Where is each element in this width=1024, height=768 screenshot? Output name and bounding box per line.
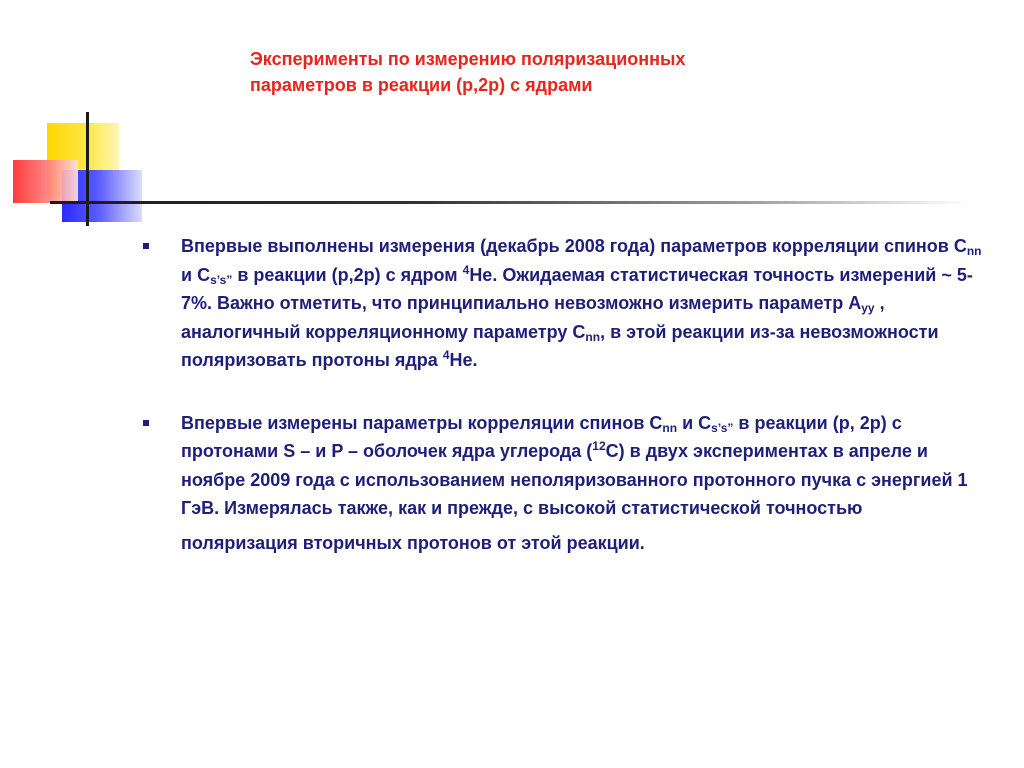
slide-title — [250, 46, 870, 98]
square-bullet-icon — [143, 243, 149, 249]
decorative-red-square — [13, 160, 78, 203]
bullet-item-2-last-line: поляризация вторичных протонов от этой реакции. — [181, 532, 645, 553]
decorative-vertical-line — [86, 112, 89, 226]
square-bullet-icon — [143, 420, 149, 426]
title-line-1: Эксперименты по измерению поляризационных — [250, 49, 686, 69]
title-line-2: параметров в реакции (p,2p) с ядрами — [250, 75, 593, 95]
bullet-item-2: Впервые измерены параметры корреляции спинов $C_{nn}$ и $C_{s’s”}$ в реакции (p, 2p) с протонами S – и P – оболочек ядра углерода ($^{12}$C) в двух экспериментах в апреле и ноябре 2009 года с использованием неполяризованного протонного пучка с энергией 1 ГэВ. Измерялась также, как и прежде, с высокой статистической точностью поляризация вторичных протонов от этой реакции. — [140, 409, 990, 558]
title-divider-line — [50, 201, 970, 204]
bullet-item-1: Впервые выполнены измерения (декабрь 2008 года) параметров корреляции спинов $C_{nn}$ и $C_{s’s”}$ в реакции (p,2p) с ядром $^4$He. Ожидаемая статистическая точность измерений ~ 5-7%. Важно отметить, что принципиально невозможно измерить параметр $A_{yy}$ , аналогичный корреляционному параметру $C_{nn}$, в этой реакции из-за невозможности поляризовать протоны ядра $^4$He. — [140, 232, 990, 375]
bullet-list — [140, 232, 990, 557]
